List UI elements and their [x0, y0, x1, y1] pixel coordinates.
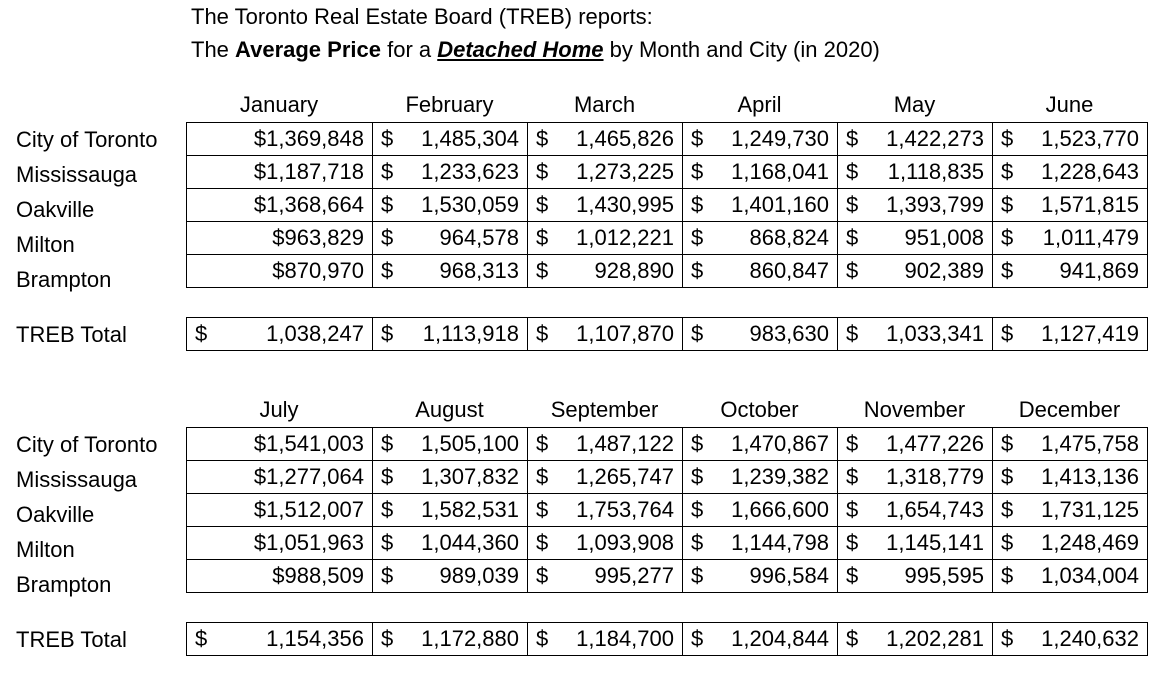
- price-cell: [528, 494, 683, 527]
- amount: 1,273,225: [576, 159, 674, 184]
- subtitle-average-price: Average Price: [235, 37, 381, 62]
- currency-symbol: $: [846, 258, 859, 283]
- table-row: [187, 255, 1148, 288]
- month-header: January: [239, 92, 319, 117]
- currency-symbol: $: [536, 192, 549, 217]
- amount: 868,824: [749, 225, 829, 250]
- amount: 1,240,632: [1041, 626, 1139, 651]
- currency-symbol: $: [381, 159, 394, 184]
- amount: 1,233,623: [421, 159, 519, 184]
- amount: 1,168,041: [731, 159, 829, 184]
- currency-symbol: $: [536, 563, 549, 588]
- row-label-mississauga: Mississauga: [16, 467, 138, 492]
- currency-symbol: $: [691, 626, 704, 651]
- price-cell: [187, 222, 373, 255]
- price-table-jul-dec: [186, 427, 1148, 593]
- price-cell: [373, 255, 528, 288]
- currency-symbol: $: [846, 497, 859, 522]
- currency-symbol: $: [1001, 126, 1014, 151]
- row-label-milton: Milton: [16, 537, 75, 562]
- table-row: [187, 123, 1148, 156]
- price-cell: [683, 527, 838, 560]
- month-header: February: [405, 92, 494, 117]
- price-cell: [187, 156, 373, 189]
- amount: 1,422,273: [886, 126, 984, 151]
- table-row: [187, 527, 1148, 560]
- price-cell: [373, 318, 528, 351]
- currency-symbol: $: [846, 321, 859, 346]
- amount: 1,731,125: [1041, 497, 1139, 522]
- currency-symbol: $: [536, 258, 549, 283]
- table-row: [187, 189, 1148, 222]
- month-header: August: [415, 397, 484, 422]
- amount: 1,523,770: [1041, 126, 1139, 151]
- price-cell: [838, 189, 993, 222]
- amount: 941,869: [1059, 258, 1139, 283]
- currency-symbol: $: [536, 126, 549, 151]
- price-value: $1,187,718: [253, 159, 364, 184]
- month-header: November: [863, 397, 966, 422]
- month-header: October: [720, 397, 799, 422]
- month-header: March: [573, 92, 636, 117]
- currency-symbol: $: [846, 431, 859, 456]
- amount: 1,465,826: [576, 126, 674, 151]
- report-subtitle: [191, 37, 880, 63]
- amount: 996,584: [749, 563, 829, 588]
- amount: 995,595: [904, 563, 984, 588]
- price-cell: [838, 156, 993, 189]
- price-cell: [373, 494, 528, 527]
- amount: 1,530,059: [421, 192, 519, 217]
- price-cell: [683, 255, 838, 288]
- currency-symbol: $: [381, 626, 394, 651]
- currency-symbol: $: [536, 626, 549, 651]
- price-cell: [838, 123, 993, 156]
- row-label-toronto: City of Toronto: [16, 127, 158, 152]
- amount: 1,184,700: [576, 626, 674, 651]
- month-header: December: [1018, 397, 1121, 422]
- currency-symbol: $: [846, 563, 859, 588]
- price-value: $1,369,848: [253, 126, 364, 151]
- amount: 983,630: [749, 321, 829, 346]
- amount: 1,430,995: [576, 192, 674, 217]
- amount: 1,571,815: [1041, 192, 1139, 217]
- currency-symbol: $: [1001, 192, 1014, 217]
- price-value: $963,829: [272, 225, 364, 250]
- currency-symbol: $: [381, 431, 394, 456]
- currency-symbol: $: [381, 225, 394, 250]
- total-row: [187, 318, 1148, 351]
- amount: 1,477,226: [886, 431, 984, 456]
- currency-symbol: $: [691, 258, 704, 283]
- amount: 964,578: [439, 225, 519, 250]
- currency-symbol: $: [691, 497, 704, 522]
- price-value: $1,277,064: [253, 464, 364, 489]
- price-cell: [373, 428, 528, 461]
- amount: 1,228,643: [1041, 159, 1139, 184]
- amount: 1,118,835: [887, 159, 984, 184]
- table-row: [187, 222, 1148, 255]
- amount: 1,582,531: [421, 497, 519, 522]
- currency-symbol: $: [691, 126, 704, 151]
- amount: 1,154,356: [266, 626, 364, 651]
- currency-symbol: $: [846, 159, 859, 184]
- currency-symbol: $: [1001, 563, 1014, 588]
- amount: 1,265,747: [576, 464, 674, 489]
- subtitle-mid: for a: [380, 37, 438, 62]
- currency-symbol: $: [381, 258, 394, 283]
- subtitle-detached-home: Detached Home: [437, 37, 604, 62]
- currency-symbol: $: [1001, 321, 1014, 346]
- price-cell: [993, 428, 1148, 461]
- total-table-jul-dec: [186, 622, 1148, 656]
- table-row: [187, 494, 1148, 527]
- amount: 1,485,304: [421, 126, 519, 151]
- price-cell: [528, 222, 683, 255]
- amount: 1,044,360: [421, 530, 519, 555]
- price-cell: [993, 494, 1148, 527]
- currency-symbol: $: [1001, 225, 1014, 250]
- amount: 1,145,141: [886, 530, 984, 555]
- price-cell: [683, 189, 838, 222]
- amount: 1,204,844: [731, 626, 829, 651]
- currency-symbol: $: [1001, 626, 1014, 651]
- total-table-jan-jun: [186, 317, 1148, 351]
- amount: 968,313: [439, 258, 519, 283]
- amount: 1,318,779: [886, 464, 984, 489]
- price-table-jan-jun: [186, 122, 1148, 288]
- price-cell: [838, 461, 993, 494]
- amount: 1,393,799: [886, 192, 984, 217]
- amount: 1,239,382: [731, 464, 829, 489]
- currency-symbol: $: [381, 497, 394, 522]
- amount: 1,033,341: [886, 321, 984, 346]
- currency-symbol: $: [381, 464, 394, 489]
- amount: 1,248,469: [1041, 530, 1139, 555]
- price-cell: [838, 623, 993, 656]
- price-cell: [187, 560, 373, 593]
- price-cell: [993, 623, 1148, 656]
- price-cell: [838, 494, 993, 527]
- amount: 1,505,100: [421, 431, 519, 456]
- price-cell: [373, 623, 528, 656]
- currency-symbol: $: [536, 497, 549, 522]
- price-cell: [528, 156, 683, 189]
- amount: 1,127,419: [1041, 321, 1139, 346]
- report-title-text: The Toronto Real Estate Board (TREB) reports:: [191, 4, 653, 29]
- amount: 1,753,764: [576, 497, 674, 522]
- row-label-mississauga: Mississauga: [16, 162, 138, 187]
- currency-symbol: $: [381, 126, 394, 151]
- price-cell: [683, 494, 838, 527]
- table-row: [187, 560, 1148, 593]
- currency-symbol: $: [536, 225, 549, 250]
- currency-symbol: $: [691, 321, 704, 346]
- price-cell: [528, 461, 683, 494]
- amount: 1,487,122: [576, 431, 674, 456]
- price-cell: [993, 255, 1148, 288]
- price-cell: [187, 428, 373, 461]
- amount: 1,038,247: [266, 321, 364, 346]
- total-row: [187, 623, 1148, 656]
- amount: 1,144,798: [731, 530, 829, 555]
- price-cell: [683, 428, 838, 461]
- price-cell: [373, 189, 528, 222]
- price-cell: [528, 318, 683, 351]
- amount: 1,172,880: [421, 626, 519, 651]
- currency-symbol: $: [1001, 530, 1014, 555]
- currency-symbol: $: [536, 464, 549, 489]
- row-label-toronto: City of Toronto: [16, 432, 158, 457]
- amount: 860,847: [749, 258, 829, 283]
- currency-symbol: $: [381, 321, 394, 346]
- amount: 1,413,136: [1041, 464, 1139, 489]
- price-cell: [993, 189, 1148, 222]
- price-cell: [838, 222, 993, 255]
- price-cell: [993, 527, 1148, 560]
- price-cell: [528, 560, 683, 593]
- currency-symbol: $: [195, 321, 208, 346]
- currency-symbol: $: [691, 464, 704, 489]
- currency-symbol: $: [1001, 258, 1014, 283]
- row-label-brampton: Brampton: [16, 267, 112, 292]
- price-cell: [993, 461, 1148, 494]
- subtitle-pre: The: [191, 37, 236, 62]
- price-cell: [993, 222, 1148, 255]
- currency-symbol: $: [1001, 159, 1014, 184]
- price-cell: [683, 623, 838, 656]
- amount: 1,475,758: [1041, 431, 1139, 456]
- price-cell: [187, 494, 373, 527]
- price-cell: [528, 428, 683, 461]
- price-cell: [683, 123, 838, 156]
- price-cell: [838, 527, 993, 560]
- currency-symbol: $: [536, 159, 549, 184]
- price-cell: [683, 156, 838, 189]
- row-label-oakville: Oakville: [16, 197, 95, 222]
- currency-symbol: $: [846, 192, 859, 217]
- row-label-milton: Milton: [16, 232, 75, 257]
- currency-symbol: $: [381, 530, 394, 555]
- currency-symbol: $: [691, 530, 704, 555]
- month-header: April: [737, 92, 782, 117]
- row-label-brampton: Brampton: [16, 572, 112, 597]
- price-cell: [683, 318, 838, 351]
- price-cell: [528, 255, 683, 288]
- price-value: $1,512,007: [253, 497, 364, 522]
- price-cell: [373, 560, 528, 593]
- amount: 1,012,221: [576, 225, 674, 250]
- price-cell: [373, 156, 528, 189]
- currency-symbol: $: [195, 626, 208, 651]
- row-label-oakville: Oakville: [16, 502, 95, 527]
- table-row: [187, 428, 1148, 461]
- amount: 951,008: [904, 225, 984, 250]
- currency-symbol: $: [846, 225, 859, 250]
- amount: 1,666,600: [731, 497, 829, 522]
- price-cell: [373, 123, 528, 156]
- currency-symbol: $: [691, 225, 704, 250]
- amount: 989,039: [439, 563, 519, 588]
- row-label-treb-total: TREB Total: [16, 627, 127, 652]
- currency-symbol: $: [846, 530, 859, 555]
- price-cell: [528, 189, 683, 222]
- amount: 1,202,281: [886, 626, 984, 651]
- price-value: $870,970: [272, 258, 364, 283]
- currency-symbol: $: [381, 563, 394, 588]
- amount: 1,249,730: [731, 126, 829, 151]
- currency-symbol: $: [1001, 497, 1014, 522]
- currency-symbol: $: [691, 192, 704, 217]
- currency-symbol: $: [536, 321, 549, 346]
- price-cell: [683, 222, 838, 255]
- price-cell: [187, 255, 373, 288]
- amount: 1,093,908: [576, 530, 674, 555]
- amount: 928,890: [594, 258, 674, 283]
- price-cell: [528, 623, 683, 656]
- currency-symbol: $: [536, 530, 549, 555]
- price-cell: [683, 461, 838, 494]
- row-label-treb-total: TREB Total: [16, 322, 127, 347]
- month-header: July: [259, 397, 299, 422]
- currency-symbol: $: [691, 431, 704, 456]
- price-cell: [373, 222, 528, 255]
- price-cell: [187, 461, 373, 494]
- amount: 1,011,479: [1042, 225, 1139, 250]
- amount: 1,113,918: [422, 321, 519, 346]
- price-cell: [528, 527, 683, 560]
- price-cell: [838, 428, 993, 461]
- currency-symbol: $: [846, 464, 859, 489]
- month-header: May: [893, 92, 936, 117]
- currency-symbol: $: [846, 626, 859, 651]
- currency-symbol: $: [691, 159, 704, 184]
- price-cell: [993, 560, 1148, 593]
- price-cell: [187, 318, 373, 351]
- report-title: [191, 4, 653, 30]
- price-value: $1,051,963: [253, 530, 364, 555]
- amount: 1,307,832: [421, 464, 519, 489]
- month-header: June: [1045, 92, 1094, 117]
- amount: 1,034,004: [1041, 563, 1139, 588]
- price-value: $1,541,003: [253, 431, 364, 456]
- price-value: $1,368,664: [253, 192, 364, 217]
- price-cell: [838, 560, 993, 593]
- month-header: September: [550, 397, 659, 422]
- subtitle-post: by Month and City (in 2020): [603, 37, 880, 62]
- amount: 1,107,870: [576, 321, 674, 346]
- amount: 1,401,160: [731, 192, 829, 217]
- amount: 1,654,743: [886, 497, 984, 522]
- price-cell: [993, 318, 1148, 351]
- price-cell: [373, 461, 528, 494]
- currency-symbol: $: [691, 563, 704, 588]
- table-row: [187, 156, 1148, 189]
- currency-symbol: $: [381, 192, 394, 217]
- amount: 995,277: [594, 563, 674, 588]
- price-cell: [993, 123, 1148, 156]
- amount: 902,389: [904, 258, 984, 283]
- price-cell: [187, 123, 373, 156]
- currency-symbol: $: [846, 126, 859, 151]
- currency-symbol: $: [536, 431, 549, 456]
- table-row: [187, 461, 1148, 494]
- amount: 1,470,867: [731, 431, 829, 456]
- price-cell: [187, 623, 373, 656]
- price-cell: [993, 156, 1148, 189]
- price-cell: [683, 560, 838, 593]
- price-cell: [187, 189, 373, 222]
- price-cell: [838, 255, 993, 288]
- currency-symbol: $: [1001, 431, 1014, 456]
- price-cell: [187, 527, 373, 560]
- currency-symbol: $: [1001, 464, 1014, 489]
- price-cell: [528, 123, 683, 156]
- price-value: $988,509: [272, 563, 364, 588]
- price-cell: [373, 527, 528, 560]
- price-cell: [838, 318, 993, 351]
